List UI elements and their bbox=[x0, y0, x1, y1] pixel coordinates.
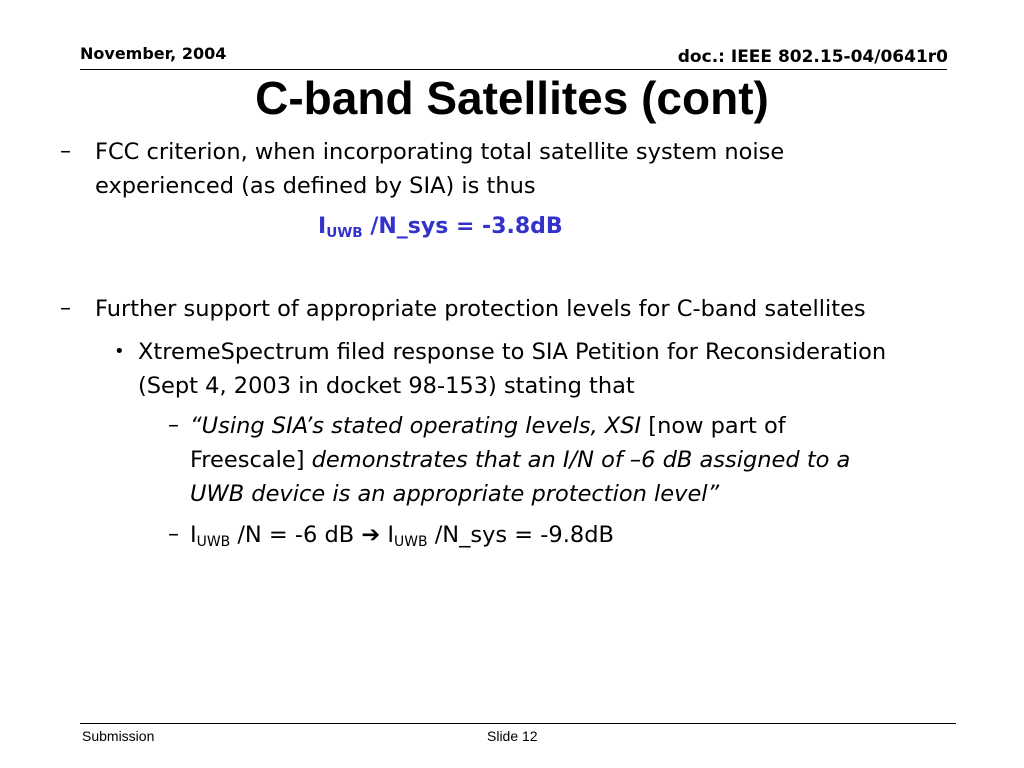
quote-normal-text: [now part of bbox=[641, 413, 786, 439]
footer-slide-number: Slide 12 bbox=[487, 728, 538, 744]
bullet-1-line-2: experienced (as defined by SIA) is thus bbox=[95, 173, 536, 199]
slide-title: C-band Satellites (cont) bbox=[255, 72, 769, 124]
footer-divider bbox=[80, 723, 956, 724]
sub-bullet-line-1: XtremeSpectrum filed response to SIA Petition for Reconsideration bbox=[138, 339, 887, 365]
calc-symbol-i: I bbox=[380, 522, 395, 548]
calc-dash-marker: – bbox=[168, 522, 179, 547]
calc-subscript-uwb: UWB bbox=[196, 534, 231, 551]
formula-symbol-i: I bbox=[318, 214, 327, 239]
quote-line-3: UWB device is an appropriate protection level” bbox=[190, 481, 720, 507]
right-arrow-icon: ➔ bbox=[361, 522, 381, 548]
quote-dash-marker: – bbox=[168, 413, 179, 438]
header-date: November, 2004 bbox=[80, 44, 227, 63]
quote-italic-text: demonstrates that an I/N of –6 dB assigned to a bbox=[304, 447, 851, 473]
bullet-2-line-1: Further support of appropriate protection levels for C-band satellites bbox=[95, 296, 866, 322]
quote-line-2 bbox=[190, 443, 850, 477]
quote-line-1 bbox=[190, 409, 786, 443]
calc-in-ratio: /N = -6 dB bbox=[230, 522, 362, 548]
quote-italic-text: “Using SIA’s stated operating levels, XSI bbox=[190, 413, 642, 439]
bullet-1-line-1: FCC criterion, when incorporating total satellite system noise bbox=[95, 139, 785, 165]
header-doc-id: doc.: IEEE 802.15-04/0641r0 bbox=[677, 47, 948, 67]
sub-bullet-dot-marker: • bbox=[114, 341, 125, 362]
formula-subscript-uwb: UWB bbox=[326, 225, 363, 242]
calc-symbol-i: I bbox=[190, 522, 197, 548]
formula-value: /N_sys = -3.8dB bbox=[362, 214, 563, 239]
calc-subscript-uwb: UWB bbox=[394, 534, 428, 551]
calc-result: /N_sys = -9.8dB bbox=[427, 522, 614, 548]
quote-normal-text: Freescale] bbox=[190, 447, 305, 473]
bullet-dash-marker: – bbox=[60, 139, 71, 164]
footer-submission: Submission bbox=[82, 728, 155, 744]
formula-iuwb-nsys bbox=[318, 210, 563, 250]
bullet-dash-marker: – bbox=[60, 296, 71, 321]
calc-line bbox=[190, 518, 614, 559]
sub-bullet-line-2: (Sept 4, 2003 in docket 98-153) stating that bbox=[138, 373, 635, 399]
